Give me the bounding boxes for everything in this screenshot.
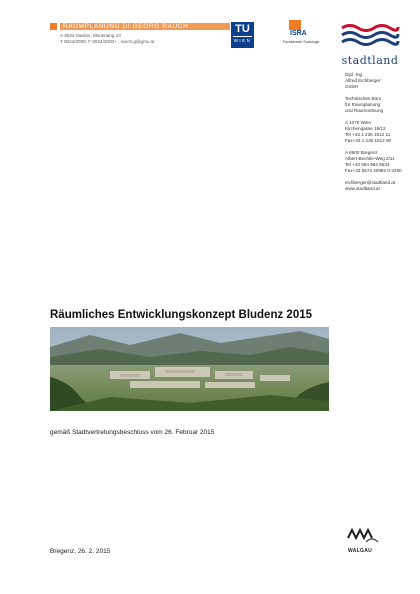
contact-website[interactable]: www.stadtland.at — [345, 186, 380, 191]
rauch-logo-block — [50, 22, 230, 45]
walgau-wordmark: WALGAU — [348, 548, 373, 554]
tu-logo-sub: WIEN — [233, 38, 252, 43]
contact-line: für Raumplanung — [345, 102, 381, 107]
isra-logo-mark — [289, 20, 301, 30]
contact-line: Tel +43 664 984 6633 — [345, 162, 390, 167]
rauch-logo — [50, 22, 230, 30]
landscape-image — [50, 327, 329, 411]
contact-line: Dipl.-Ing. — [345, 72, 364, 77]
rauch-address-line1: A 3034 Saxilox, Montstang 10 — [60, 33, 121, 38]
document-title: Räumliches Entwicklungskonzept Bludenz 2015 — [50, 309, 313, 321]
bludenz-landscape-photo — [50, 327, 329, 411]
rauch-logo-square — [50, 23, 57, 30]
contact-line: A 6900 Bregenz — [345, 150, 378, 155]
rauch-name: RAUMPLANUNG DI GEORG RAUCH — [60, 23, 230, 30]
contact-line: GmbH — [345, 84, 359, 89]
contact-column — [345, 72, 415, 198]
contact-line: und Raumordnung — [345, 108, 384, 113]
stadtland-wordmark: stadtland — [341, 54, 399, 67]
contact-office — [345, 96, 415, 114]
resolution-statement: gemäß Stadtvertretungsbeschluss vom 26. Februar 2015 — [50, 429, 215, 436]
tu-logo-main: TU — [235, 23, 250, 35]
isra-logo-main: ISRA — [290, 30, 307, 37]
contact-line: Tel +43 1 236 1912 11 — [345, 132, 391, 137]
contact-company — [345, 72, 415, 90]
contact-bregenz — [345, 150, 415, 174]
place-date: Bregenz, 26. 2. 2015 — [50, 548, 111, 555]
contact-line: Alfred Eichberger — [345, 78, 381, 83]
rauch-address-line2: T 0024/2000, F 0024/2000+ , rauch.g@gmx.at — [60, 39, 155, 44]
contact-line: Technisches Büro — [345, 96, 382, 101]
tu-wien-logo — [231, 22, 254, 48]
contact-line: Fax+43 1 236 1912 90 — [345, 138, 392, 143]
contact-email[interactable]: eichberger@stadtland.at — [345, 180, 396, 185]
isra-logo-sub: Fachbereich Soziologie — [283, 40, 320, 44]
walgau-logo — [344, 524, 384, 560]
contact-line: Fax+43 5574 20982 0-3290 — [345, 168, 402, 173]
contact-line: A 1070 Wien — [345, 120, 372, 125]
contact-online — [345, 180, 415, 192]
stadtland-logo — [340, 22, 400, 67]
isra-logo — [281, 20, 320, 50]
stadtland-waves-icon — [340, 22, 400, 48]
contact-line: Kirchengasse 19/12 — [345, 126, 386, 131]
contact-vienna — [345, 120, 415, 144]
contact-line: Albert-Bechtle-Weg 2/11 — [345, 156, 395, 161]
walgau-mark-icon — [344, 524, 384, 548]
